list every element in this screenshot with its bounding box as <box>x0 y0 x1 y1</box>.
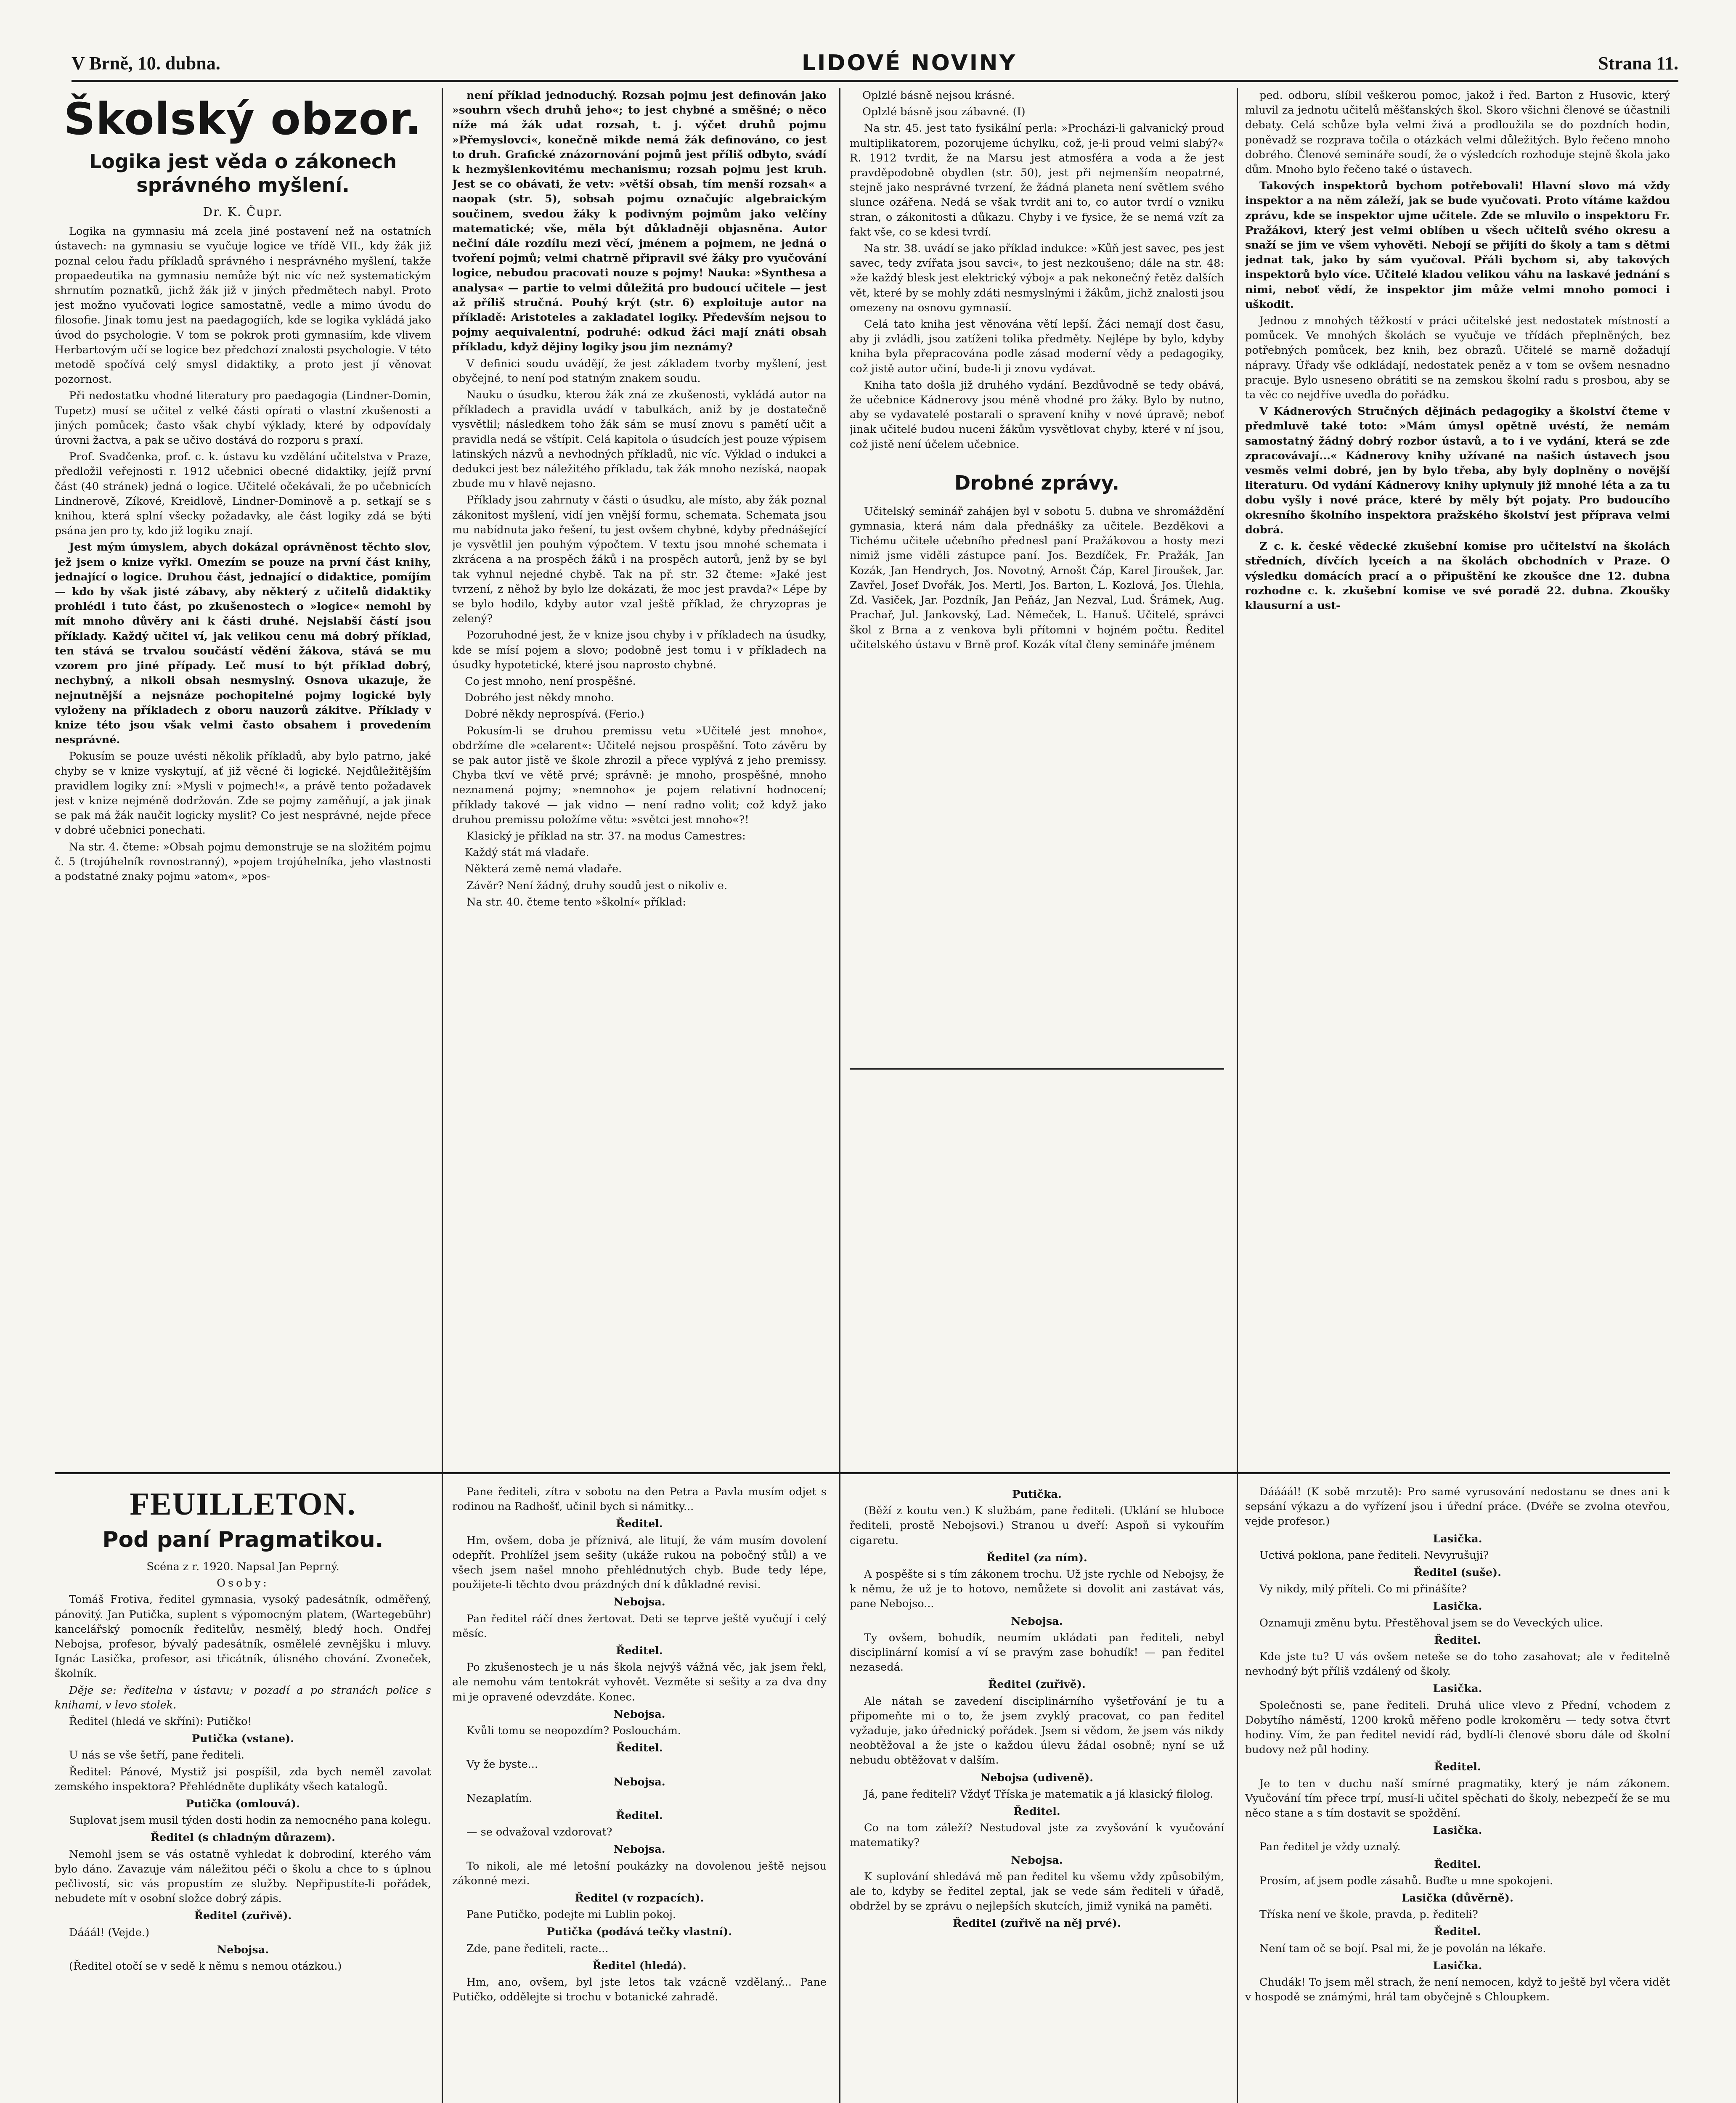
dialogue-line: Hm, ano, ovšem, byl jste letos tak vzácně vzdělaný... Pane Putičko, oddělejte si trochu v botanické zahradě. <box>452 1976 827 2004</box>
paragraph: Na str. 4. čteme: »Obsah pojmu demonstruje se na složitém pojmu č. 5 (trojúhelník rovnostranný), »pojem trojúhelníka, jeho vlastnosti a podstatné znaky pojmu »atom«, »pos- <box>55 840 431 883</box>
speaker: Putička (podává tečky vlastní). <box>546 1926 732 1939</box>
speaker: Ředitel. <box>1434 1926 1481 1939</box>
example-line: Každý stát má vladaře. <box>465 846 589 859</box>
paragraph: Kniha tato došla již druhého vydání. Bezdůvodně se tedy obává, že učebnice Kádnerovy jsou méně vhodné pro žáky. Bylo by nutno, aby se vydavatelé postarali o spravení knihy v nové úpravě; neboť jinak učitelé budou nuceni žákům vysvětlovat chyby, které v ní jsou, což jistě není účelem učebnice. <box>850 379 1224 451</box>
dialogue-line: U nás se vše šetří, pane řediteli. <box>69 1749 245 1762</box>
speaker: Nebojsa (udiveně). <box>980 1771 1094 1784</box>
dialogue-line: Ty ovšem, bohudík, neumím ukládati pan řediteli, nebyl disciplinární komisí a ví se pravým zase bohudík! — pan ředitel nezasedá. <box>850 1631 1224 1674</box>
speaker: Ředitel. <box>1013 1805 1060 1818</box>
paragraph: Jest mým úmyslem, abych dokázal oprávněnost těchto slov, jež jsem o knize vyřkl. Omezím se pouze na první část knihy, jednající o logice. Druhou část, jednající o didaktice, pomíjím — kdo by však jisté zábavy, aby některý z učitelů didaktiky prohlédl i tuto část, po zkušenostech o »logice« nemohl by mít mnoho důvěry ani k části druhé. Nejslabší částí jsou příklady. Každý učitel ví, jak velikou cenu má dobrý příklad, ten stává se trvalou součástí vědění žákova, stává se mu vzorem pro jiné případy. Leč musí to být příklad dobrý, nechybný, a nikoli obsah nesmyslný. Osnova ukazuje, že nejnutnější a nejsnáze pochopitelné pojmy logické byly vyloženy na příkladech z oboru nauzorů zákitve. Příklady v knize této jsou však velmi často obsahem i provedením nesprávné. <box>55 541 431 747</box>
paragraph: Na str. 38. uvádí se jako příklad indukce: »Kůň jest savec, pes jest savec, tedy zvířata jsou savci«, to jest nezkoušeno; dále na str. 48: »že každý blesk jest elektrický výboj« a pak nekonečný řetěz dalších vět, které by se mohly zdáti nesmyslnými i žákům, jichž znalosti jsou omezeny na osnovu gymnasií. <box>850 242 1224 314</box>
dialogue-line: Oznamuji změnu bytu. Přestěhoval jsem se do Veveckých ulice. <box>1259 1616 1603 1629</box>
speaker: Nebojsa. <box>217 1943 269 1956</box>
paragraph: Na str. 40. čteme tento »školní« příklad: <box>466 895 686 908</box>
dialogue-line: Hm, ovšem, doba je příznivá, ale litují, že vám musím dovolení odepřít. Prohlížel jsem sešity (ukáže rukou na pobočný stůl) a ve všech jsem našel mnoho přehlédnutých chyb. Bude tedy lépe, použijete-li těchto dvou prázdných dní k důkladné revisi. <box>452 1534 827 1592</box>
example-line: Některá země nemá vladaře. <box>465 863 622 876</box>
example-line: Oplzlé básně jsou zábavné. (I) <box>862 106 1026 119</box>
example-line: Oplzlé básně nejsou krásné. <box>862 89 1015 102</box>
dialogue-line: A pospěšte si s tím zákonem trochu. Už jste rychle od Nebojsy, že k němu, že už je to hotovo, nemůžete si dovolit ani zastávat vás, pane Nebojso... <box>850 1568 1224 1610</box>
paragraph: Při nedostatku vhodné literatury pro paedagogia (Lindner-Domin, Tupetz) musí se učitel z velké části opírati o vlastní zkušenosti a jiných pomůcek; často však chybí výklady, které by odpovídaly úrovni žactva, a pak se učivo dostává do rozporu s praxí. <box>55 389 431 447</box>
speaker: Lasička. <box>1433 1959 1482 1972</box>
speaker: Putička (omlouvá). <box>186 1798 300 1811</box>
paragraph: není příklad jednoduchý. Rozsah pojmu jest definován jako »souhrn všech druhů jeho«; to jest chybné a směšné; o něco níže má žák udat rozsah, t. j. výčet druhů pojmu »Přemyslovci«, konečně mikde nemá žák definováno, co jest to druh. Grafické znázornování pojmů jest příliš odbyto, svádí k hezmyšlenkovitému mechanismu; rozsah pojmu jest kruh. Jest se co obávati, že vetv: »větší obsah, tím menší rozsah« a naopak (str. 5), sobsah pojmu označujíc algebraickým součinem, svedou žáky k podivným pojmům jako velčíny matematické; vše, měla být důkladněji objasněna. Autor nečiní dále rozdílu mezi věcí, jménem a pojmem, ne jedná o tvoření pojmů; velmi chatrně připravil své žáky pro vyučování logice, nebudou pracovati nouze s pojmy! Nauka: »Synthesa a analysa« — partie to velmi důležitá pro budoucí učitele — jest až příliš stručná. Pouhý krýt (str. 6) exploituje autor na příkladě: Aristoteles a zakladatel logiky. Především nejsou to pojmy aequivalentní, podruhé: odkud žáci mají znáti obsah příkladu, když dějiny logiky jsou jim neznámy? <box>452 89 827 354</box>
speaker: Ředitel (zuřivě na něj prvé). <box>953 1917 1121 1930</box>
speaker: Ředitel (v rozpacích). <box>575 1892 704 1905</box>
speaker: Lasička. <box>1433 1532 1482 1545</box>
speaker: Lasička (důvěrně). <box>1402 1892 1513 1905</box>
dialogue-line: To nikoli, ale mé letošní poukázky na dovolenou ještě nejsou zákonné mezi. <box>452 1859 827 1887</box>
dialogue-line: Uctivá poklona, pane řediteli. Nevyrušuji? <box>1259 1549 1489 1562</box>
scene-line: Scéna z r. 1920. Napsal Jan Peprný. <box>146 1560 339 1573</box>
dialogue-line: (Běží z koutu ven.) K službám, pane řediteli. (Uklání se hluboce řediteli, prostě Nebojsovi.) Stranou u dveří: Aspoň si vykouřím cigaretu. <box>850 1504 1224 1547</box>
stage-direction: Děje se: ředitelna v ústavu; v pozadí a po stranách police s knihami, v levo stolek. <box>55 1684 431 1711</box>
dialogue-line: Zde, pane řediteli, racte... <box>466 1942 609 1955</box>
speaker: Ředitel. <box>616 1742 663 1755</box>
paragraph: Učitelský seminář zahájen byl v sobotu 5. dubna ve shromáždění gymnasia, která nám dala přednášky za učitele. Bezděkovi a Tichému učitele učebního přednesl paní Pražákovou a hosty mezi nimiž jsme viděli zástupce paní. Jos. Bezdíček, Fr. Pražák, Jan Kozák, Jan Hendrych, Jos. Novotný, Arnošt Čáp, Karel Jiroušek, Jar. Zavřel, Josef Dvořák, Jos. Mertl, Jos. Barton, L. Kozlová, Jos. Úlehla, Zd. Vasiček, Jar. Pozdník, Jan Peňáz, Jan Nezval, Lud. Šrámek, Aug. Prachař, Jul. Jankovský, Lad. Němeček, L. Hanuš. Učitelé, správci škol z Brna a z venkova byli přítomni v hojném počtu. Ředitel učitelského ústavu v Brně prof. Kozák vítal členy semináře jménem <box>850 505 1224 651</box>
paragraph: Takových inspektorů bychom potřebovali! Hlavní slovo má vždy inspektor a na něm záleží, jak se bude vyučovati. Proto vítáme každou zprávu, kde se inspektor ujme učitele. Zde se mluvilo o inspektoru Fr. Pražákovi, který jest velmi oblíben u všech učitelů svého okresu a snaží se jim ve všem vyhověti. Nebojí se přijíti do školy a tam s dětmi jednat tak, jako by sám vyučoval. Přáli bychom si, aby takových inspektorů bylo více. Učitelé kladou velikou váhu na laskavé jednání s nimi, neboť vědí, že inspektor jim může velmi mnoho pomoci i uškodit. <box>1245 180 1670 311</box>
speaker: Nebojsa. <box>613 1775 665 1788</box>
feuilleton-column-3 <box>850 1485 1224 2103</box>
dialogue-line: Ale nátah se zavedení disciplinárního vyšetřování je tu a připomeňte mi o to, že jsem zvyklý pracovat, co pan ředitel vyžaduje, jako úřednický pořádek. Jsem si vědom, že jsem vás nikdy neobtěžoval a že jste o každou úlevu žádal osobně; nyní se už nebudu obtěžovat v dalším. <box>850 1695 1224 1767</box>
column-2 <box>452 88 827 1489</box>
paragraph: Jednou z mnohých těžkostí v práci učitelské jest nedostatek místností a pomůcek. Ve mnohých školách se vyučuje ve třídách přeplněných, bez potřebných pomůcek, bez knih, bez obrazů. Učitelé se marně dožadují nápravy. Úřady vše odkládají, nedostatek peněz a v tom se ovšem nesnadno pracuje. Bylo usneseno obrátiti se na zemskou školní radu s prosbou, aby se ta věc co nejdříve uvedla do pořádku. <box>1245 315 1670 402</box>
dialogue-line: Nemohl jsem se vás ostatně vyhledat k dobrodiní, kterého vám bylo dáno. Zavazuje vám náležitou péči o školu a chce to s úplnou pečlivostí, sic vás propustím ze služby. Nepřipustíte-li pořádek, nebudete mít v osobní složce dobrý zápis. <box>55 1848 431 1905</box>
dialogue-line: K suplování shledává mě pan ředitel ku všemu vždy způsobilým, ale to, kdyby se ředitel zeptal, jak se vede sám řediteli v úřadě, obdržel by se zprávu o nejlepších skutcích, jimiž vyniká na paměti. <box>850 1870 1224 1913</box>
paragraph: Pozoruhodné jest, že v knize jsou chyby i v příkladech na úsudky, kde se mísí pojem a slovo; podobně jest tomu i v příkladech na úsudky hypotetické, které jsou naprosto chybné. <box>452 629 827 671</box>
dialogue-line: Společnosti se, pane řediteli. Druhá ulice vlevo z Přední, vchodem z Dobytího náměstí, 1200 kroků měřeno podle krokoměru — tedy sotva čtvrt hodiny. Vím, že pan ředitel nevidí rád, bydlí-li členové sboru dále od školní budovy než půl hodiny. <box>1245 1699 1670 1756</box>
speaker: Nebojsa. <box>613 1843 665 1856</box>
paragraph: Nauku o úsudku, kterou žák zná ze zkušenosti, vykládá autor na příkladech a pravidla uvádí v tabulkách, aniž by je dostatečně vysvětlil; následkem toho žák sám se musí znovu s pamětí učit a pravidla nedá se vštípit. Celá kapitola o úsudcích jest pouze výpisem latinských názvů a nevhodných příkladů, nic víc. Výklad o indukci a dedukci jest bez náležitého příkladu, tak žák mnoho nezíská, naopak zbude mu v hlavě nejasno. <box>452 389 827 490</box>
paragraph: Závěr? Není žádný, druhy soudů jest o nikoliv e. <box>466 879 727 892</box>
paragraph: Celá tato kniha jest věnována větí lepší. Žáci nemají dost času, aby ji zvládli, jsou zatíženi tolika předměty. Nejlépe by bylo, kdyby kniha byla přepracována podle zásad moderní vědy a pedagogiky, což jistě autor učiní, bude-li ji znovu vydávat. <box>850 318 1224 375</box>
column-rule <box>442 88 443 2103</box>
speaker: Nebojsa. <box>1011 1854 1063 1867</box>
dialogue-line: Kde jste tu? U vás ovšem neteše se do toho zasahovat; ale v ředitelně nevhodný být příliš vzdálený od školy. <box>1245 1650 1670 1678</box>
speaker: Ředitel (za ním). <box>986 1551 1087 1564</box>
speaker: Ředitel. <box>1434 1761 1481 1774</box>
feuilleton-subtitle: Pod paní Pragmatikou. <box>102 1527 384 1552</box>
dialogue-line: Pan ředitel je vždy uznalý. <box>1259 1841 1401 1854</box>
speaker: Ředitel. <box>616 1518 663 1531</box>
feuilleton-rule <box>55 1472 1670 1474</box>
speaker: Ředitel. <box>616 1809 663 1822</box>
dialogue-line: — se odvažoval vzdorovat? <box>466 1826 612 1839</box>
speaker: Nebojsa. <box>613 1596 665 1609</box>
column-3 <box>850 88 1224 1005</box>
dialogue-line: Není tam oč se bojí. Psal mi, že je povolán na lékaře. <box>1259 1942 1546 1955</box>
article-title: Logika jest věda o zákonech správného myšlení. <box>89 150 397 196</box>
article-author: Dr. K. Čupr. <box>203 205 283 219</box>
dateline: V Brně, 10. dubna. <box>72 53 220 74</box>
speaker: Nebojsa. <box>1011 1615 1063 1628</box>
speaker: Lasička. <box>1433 1682 1482 1695</box>
speaker: Putička. <box>1012 1488 1062 1501</box>
paragraph: Pokusím-li se druhou premissu vetu »Učitelé jest mnoho«, obdržíme dle »celarent«: Učitelé nejsou prospěšní. Toto závěru by se pak autor jistě ve škole zhrozil a přece vyplývá z jeho premissy. Chyba tkví ve větě prvé; správně: je mnoho, prospěšné, mnoho neznamená pojmy; »nemnoho« je pojem relativní hodnocení; příklady takové — jak vidno — není radno volit; což když jako druhou premissu položíme větu: »světci jest mnoho«?! <box>452 724 827 826</box>
speaker: Nebojsa. <box>613 1708 665 1721</box>
dialogue-line: Ředitel: Pánové, Mystiž jsi pospíšil, zda bych neměl zavolat zemského inspektora? Přehlédněte duplikáty všech katalogů. <box>55 1765 431 1793</box>
page-number: Strana 11. <box>1598 53 1678 74</box>
dialogue-line: Vy nikdy, milý příteli. Co mi přinášíte? <box>1259 1583 1467 1596</box>
dialogue-line: Prosím, ať jsem podle zásahů. Buďte u mne spokojeni. <box>1259 1874 1553 1887</box>
dialogue-line: Dááál! (Vejde.) <box>69 1926 150 1939</box>
column-1 <box>55 88 431 1464</box>
paragraph: Pokusím se pouze uvésti několik příkladů, aby bylo patrno, jaké chyby se v knize vyskytují, ať již věcné či logické. Nejdůležitějším pravidlem logiky zní: »Mysli v pojmech!«, a právě tento požadavek jest v knize nejméně dodržován. Zde se pojmy zaměňují, a jak jinak se pak má žák naučit logicky myslit? Co jest nesprávné, nejde přece v dobré učebnici ponechati. <box>55 750 431 837</box>
paragraph: Klasický je příklad na str. 37. na modus Camestres: <box>466 829 746 842</box>
speaker: Ředitel (suše). <box>1414 1566 1501 1579</box>
paragraph: ped. odboru, slíbil veškerou pomoc, jakož i řed. Barton z Husovic, který mluvil za jednotu učitelů měšťanských škol. Skoro všichni členové se účastnili debaty. Celá schůze byla velmi živá a prodloužila se do pozdních hodin, poněvadž se rozprava točila o otázkách velmi důležitých. Bylo řečeno mnoho dobrého. Členové semináře soudí, že o výsledcích rozhoduje stejně škola jako dům. Mnoho bylo řečeno také o ústavech. <box>1245 89 1670 176</box>
feuilleton-title: FEUILLETON. <box>130 1486 356 1522</box>
example-line: Co jest mnoho, není prospěšné. <box>465 675 636 688</box>
masthead <box>72 50 1678 76</box>
top-rule <box>72 80 1678 82</box>
column-rule <box>1237 88 1238 2103</box>
example-line: Dobré někdy neprospívá. (Ferio.) <box>465 708 644 721</box>
dialogue-line: Nezaplatím. <box>466 1792 533 1805</box>
feuilleton-column-2 <box>452 1485 827 2103</box>
paragraph: Na str. 45. jest tato fysikální perla: »Procházi-li galvanický proud multiplikatorem, pozorujeme úchylku, což, je-li proud velmi slabý?« R. 1912 tvrdit, že na Marsu jest atmosféra a voda a že jest pravděpodobně obydlen (str. 50), jest při nejmenším neopatrné, stejně jako nesprávné tvrzení, že žádná planeta není světlem svého slunce ozářena. Nedá se však tvrdit ani to, co autor tvrdí o vzniku stran, o zákonitosti a důkazu. Chyby i ve fysice, že se nemá vzít za fakt vše, co se kdesi tvrdí. <box>850 122 1224 238</box>
news-separator <box>850 1068 1224 1070</box>
dialogue-line: Je to ten v duchu naší smírné pragmatiky, který je nám zákonem. Vyučování tím přece trpí, musí-li učitel spěchati do školy, nebezpečí že se mu něco stane a s tím dostavit se spoždění. <box>1245 1777 1670 1820</box>
dialogue-line: Chudák! To jsem měl strach, že není nemocen, když to ještě byl včera vidět v hospodě se známými, hrál tam obyčejně s Chloupkem. <box>1245 1976 1670 2004</box>
column-rule <box>839 88 840 2103</box>
example-line: Dobrého jest někdy mnoho. <box>465 691 614 705</box>
feuilleton-column-4 <box>1245 1485 1670 2103</box>
dialogue-line: Suplovat jsem musil týden dosti hodin za nemocného pana kolegu. <box>69 1814 431 1827</box>
dialogue-line: Co na tom záleží? Nestudoval jste za zvyšování k vyučování matematiky? <box>850 1822 1224 1849</box>
speaker: Putička (vstane). <box>191 1732 294 1745</box>
speaker: Lasička. <box>1433 1824 1482 1837</box>
dialogue-line: Dáááál! (K sobě mrzutě): Pro samé vyrusování nedostanu se dnes ani k sepsání výkazu a do vyřízení jsou i úřední práce. (Dvéře se zvolna otevřou, vejde profesor.) <box>1245 1486 1670 1528</box>
paragraph: V Kádnerových Stručných dějinách pedagogiky a školství čteme v předmluvě také toto: »Mám úmysl opětně uvéstí, že nemám samostatný žádný dobrý rozbor ústavů, a to i ve vydání, která se zde zpracovávají...« Kádnerovy knihy užívané na našich ústavech jsou vesměs velmi dobré, jen by bylo třeba, aby byly doplněny o novější literaturu. Od vydání Kádnerovy knihy uplynuly již mnohé léta a za tu dobu vyšly i nové práce, které by měly být pojaty. Pro budoucího okresního školního inspektora pražského školství jest příprava velmi dobrá. <box>1245 405 1670 536</box>
speaker: Ředitel (hledá). <box>592 1959 686 1972</box>
dialogue-line: Já, pane řediteli? Vždyť Tříska je matematik a já klasický filolog. <box>864 1788 1214 1801</box>
speaker: Ředitel (zuřivě). <box>194 1910 292 1923</box>
dialogue-line: Pane Putičko, podejte mi Lublin pokoj. <box>466 1908 676 1921</box>
section-title: Školský obzor. <box>64 93 422 145</box>
persons-label: Osoby: <box>217 1577 269 1590</box>
dialogue-line: Vy že byste... <box>466 1758 538 1771</box>
paragraph: Logika na gymnasiu má zcela jiné postavení než na ostatních ústavech: na gymnasiu se vyučuje logice ve třídě VII., kdy žák již poznal celou řadu příkladů správného i nesprávného myšlení, takže propaedeutika na gymnasiu nemůže být nic víc než systematickým shrnutím poznatků, jichž žák již v jiných předmětech nabyl. Proto jest možno vyučovati logice samostatně, vedle a mimo úvodu do filosofie. Jinak tomu jest na paedagogiích, kde se logika vykládá jako úvod do psychologie. V tom se pokrok proti gymnasiím, kde vlivem Herbartovým učí se logice bez předchozí znalosti psychologie. V této metodě spočívá celý smysl didaktiky, a proto jest jí věnovat pozornost. <box>55 225 431 386</box>
speaker: Ředitel (s chladným důrazem). <box>150 1831 336 1844</box>
speaker: Lasička. <box>1433 1600 1482 1613</box>
dialogue-line: Kvůli tomu se neopozdím? Poslouchám. <box>466 1724 681 1737</box>
paragraph: V definici soudu uvádějí, že jest základem tvorby myšlení, jest obyčejné, to není pod statným znakem soudu. <box>452 357 827 385</box>
news-heading: Drobné zprávy. <box>954 471 1119 494</box>
paragraph: Z c. k. české vědecké zkušební komise pro učitelství na školách středních, dívčích lyceích a na školách obchodních v Praze. O výsledku domácích prací a o připuštění ke zkoušce dne 12. dubna rozhodne c. k. zkušební komise ve své poradě 22. dubna. Zkoušky klausurní a ust- <box>1245 540 1670 612</box>
speaker: Ředitel. <box>1434 1858 1481 1871</box>
paragraph: Příklady jsou zahrnuty v části o úsudku, ale místo, aby žák poznal zákonitost myšlení, vidí jen vnější formu, schemata. Schemata jsou mu nabídnuta jako řešení, tu jest ovšem chybné, kdyby přednášející je vysvětlil jen pouhým výpočtem. V textu jsou mnohé schemata i zkrácena a na prospěch žáků i na prospěch autorů, jenž by se byl tak vyhnul nejedné chybě. Tak na př. str. 32 čteme: »Jaké jest tvrzení, z něhož by bylo lze dokázati, že moc jest pravda?« Lépe by se bylo hodilo, kdyby autor vzal ještě příklad, že chryzopras je zelený? <box>452 494 827 625</box>
speaker: Ředitel. <box>616 1645 663 1658</box>
dialogue-line: Ředitel (hledá ve skříni): Putičko! <box>69 1715 252 1728</box>
paragraph: Prof. Svadčenka, prof. c. k. ústavu ku vzdělání učitelstva v Praze, předložil veřejnosti r. 1912 učebnici obecné didaktiky, jejíž první část (40 stránek) jedná o logice. Učitelé očekávali, že po učebnicích Lindnerově, Zíkové, Kreidlově, Lindner-Dominově a p. setkají se s knihou, která splní všecky požadavky, ale část logiky zdá se býti psána jen pro ty, kdo již logiku znají. <box>55 450 431 538</box>
dialogue-line: Pan ředitel ráčí dnes žertovat. Deti se teprve ještě vyučují i celý měsíc. <box>452 1612 827 1640</box>
persons-list: Tomáš Frotiva, ředitel gymnasia, vysoký padesátník, odměřený, pánovitý. Jan Putička, suplent s výpomocným platem, (Wartegebühr) kancelářský pomocník ředitelův, nesmělý, bledý hoch. Ondřej Nebojsa, profesor, bývalý padesátník, osmělelé zevnějšku i mluvy. Ignác Lasička, profesor, asi třicátník, úlisného chování. Zvoneček, školník. <box>55 1593 431 1680</box>
speaker: Ředitel. <box>1434 1634 1481 1647</box>
dialogue-line: (Ředitel otočí se v sedě k němu s nemou otázkou.) <box>69 1960 342 1973</box>
column-4 <box>1245 88 1670 1489</box>
speaker: Ředitel (zuřivě). <box>988 1678 1086 1691</box>
feuilleton-column-1 <box>55 1485 431 2103</box>
newspaper-title: LIDOVÉ NOVINY <box>801 50 1017 76</box>
dialogue-line: Pane řediteli, zítra v sobotu na den Petra a Pavla musím odjet s rodinou na Radhošť, učinil bych si námitky... <box>452 1486 827 1513</box>
dialogue-line: Po zkušenostech je u nás škola nejvýš vážná věc, jak jsem řekl, ale nemohu vám tentokrát vyhovět. Vezměte si sešity a za dva dny mi je opravené odevzdáte. Konec. <box>452 1661 827 1703</box>
dialogue-line: Tříska není ve škole, pravda, p. řediteli? <box>1259 1908 1478 1921</box>
